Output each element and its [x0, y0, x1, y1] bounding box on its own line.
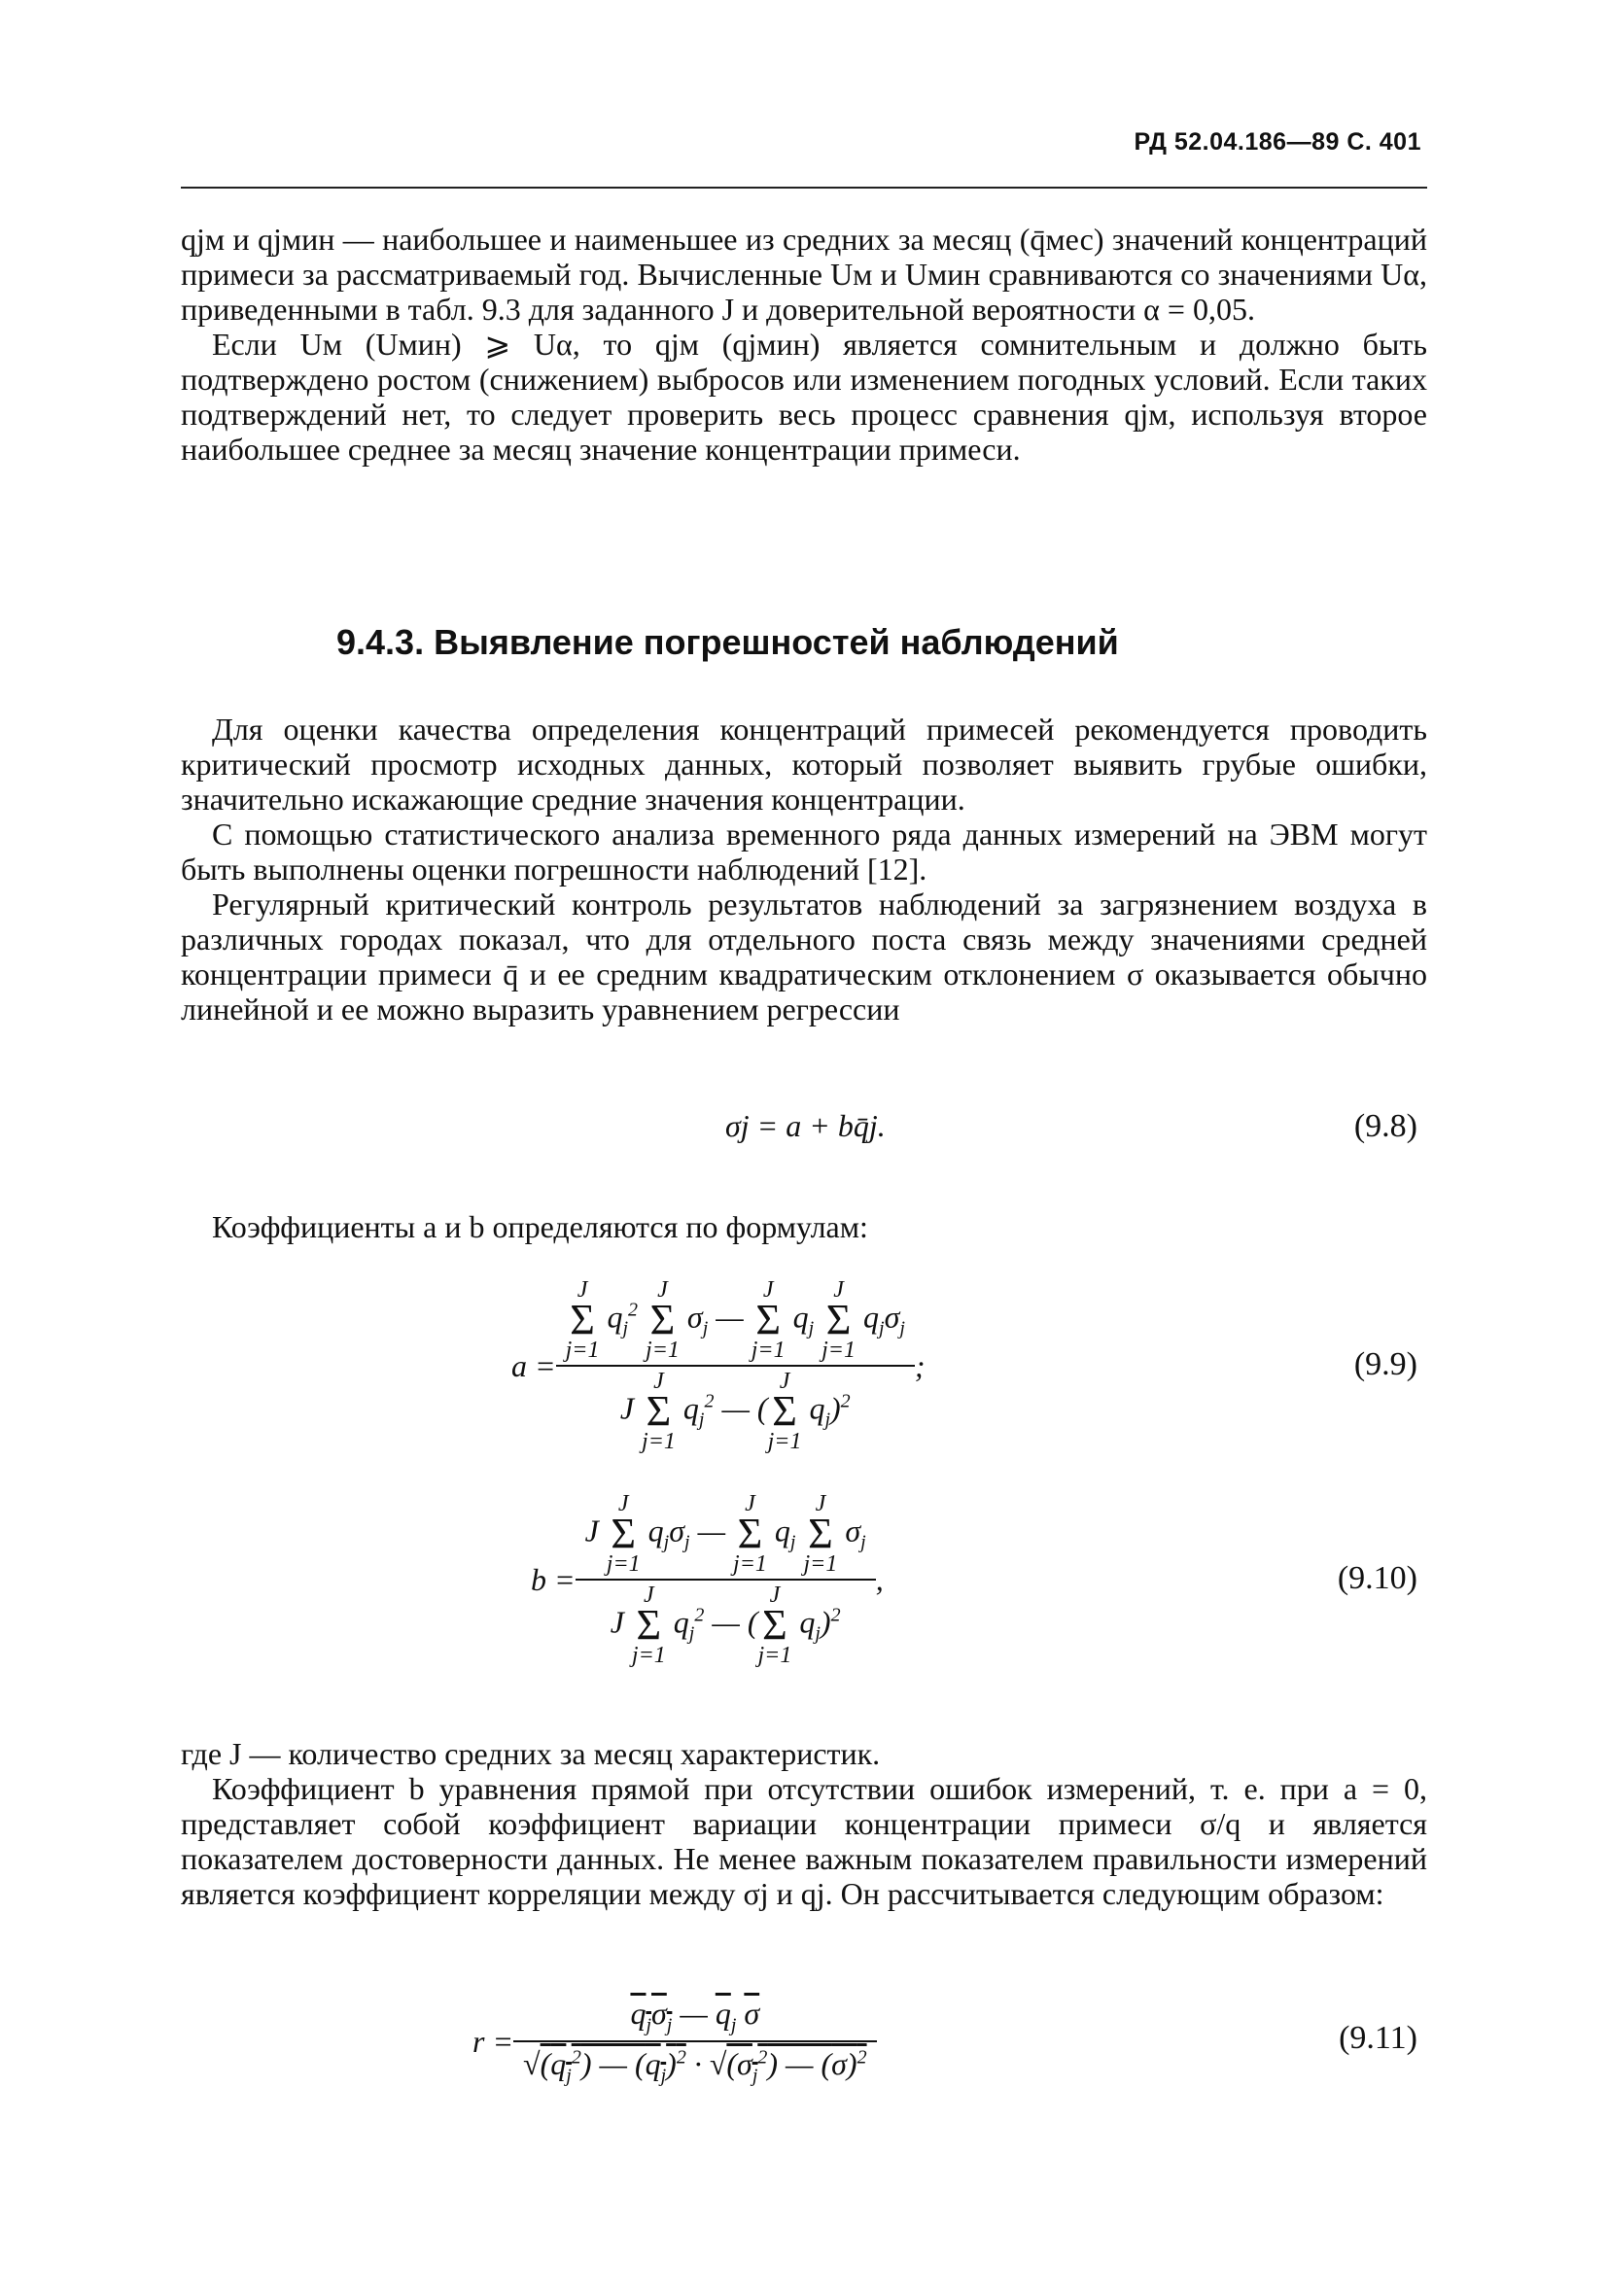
header-rule	[181, 187, 1427, 189]
equation-9-11-fraction: $\frac{q_j\sigma_j — \overline{q}_j \overline{\sigma}}{√(q_j^2) — (q_j)^2 \cdot √(\sigma_j^2) — (\sigma)^2}$	[513, 1992, 877, 2092]
equation-9-11-lhs: r =	[472, 2023, 514, 2059]
equation-9-8-text: σj = a + bq̄j.	[725, 1108, 886, 1143]
equation-9-9-number: (9.9)	[1353, 1346, 1417, 1382]
equation-9-8-number: (9.8)	[1353, 1108, 1417, 1144]
bottom-paragraphs	[181, 1736, 1427, 1911]
equation-9-10-tail: ,	[875, 1561, 884, 1597]
equation-9-11-number: (9.11)	[1339, 2020, 1417, 2056]
equation-9-9-fraction: J Σ j=1 $q_j^2$ J Σ j=1 $\sigma_j$ — J Σ j=1 $q_j$ J Σ j=1 $q_j\sigma_j$ J J Σ j=1 $q_j^2$ — ( J Σ j=1 $q_j)^2$	[556, 1275, 915, 1456]
equation-9-11	[181, 1973, 1427, 2109]
coefficient-intro-text: Коэффициенты a и b определяются по формулам:	[212, 1209, 868, 1244]
equation-9-9-lhs: a =	[511, 1347, 556, 1383]
paragraph-2: Если Uм (Uмин) ⩾ Uα, то qjм (qjмин) является сомнительным и должно быть подтверждено ростом (снижением) выбросов или изменением погодных условий. Если таких подтверждений нет, то следует проверить весь процесс сравнения qjм, используя второе наибольшее среднее за месяц значение концентрации примеси.	[181, 327, 1427, 467]
paragraph-1: qjм и qjмин — наибольшее и наименьшее из средних за месяц (q̄мес) значений концентраций примеси за рассматриваемый год. Вычисленные Uм и Uмин сравниваются со значениями Uα, приведенными в табл. 9.3 для заданного J и доверительной вероятности α = 0,05.	[181, 222, 1427, 327]
equation-9-10-number: (9.10)	[1337, 1560, 1417, 1596]
equation-9-10-lhs: b =	[531, 1561, 576, 1597]
equation-9-10-fraction: J J Σ j=1 $q_j\sigma_j$ — J Σ j=1 $q_j$ J Σ j=1 $\sigma_j$ J J Σ j=1 $q_j^2$ — ( J Σ j=1 $q_j)^2$	[576, 1489, 876, 1670]
paragraph-3: Для оценки качества определения концентраций примесей рекомендуется проводить критический просмотр исходных данных, который позволяет выявить грубые ошибки, значительно искажающие средние значения концентрации.	[181, 712, 1427, 817]
equation-9-9-tail: ;	[914, 1347, 926, 1383]
section-heading: 9.4.3. Выявление погрешностей наблюдений	[336, 622, 1119, 662]
equation-9-9	[181, 1277, 1427, 1454]
middle-paragraphs	[181, 712, 1427, 1026]
document-reference: РД 52.04.186—89 С. 401	[1134, 128, 1421, 156]
coefficient-intro	[181, 1209, 1427, 1244]
top-paragraphs	[181, 222, 1427, 467]
equation-9-10	[181, 1491, 1427, 1668]
equation-9-8	[181, 1108, 1427, 1147]
paragraph-5: Регулярный критический контроль результатов наблюдений за загрязнением воздуха в различных городах показал, что для отдельного поста связь между значениями средней концентрации примеси q̄ и ее средним квадратическим отклонением σ оказывается обычно линейной и ее можно выразить уравнением регрессии	[181, 887, 1427, 1026]
paragraph-7: Коэффициент b уравнения прямой при отсутствии ошибок измерений, т. е. при a = 0, представляет собой коэффициент вариации концентрации примеси σ/q и является показателем достоверности данных. Не менее важным показателем правильности измерений является коэффициент корреляции между σj и qj. Он рассчитывается следующим образом:	[181, 1771, 1427, 1911]
paragraph-6: где J — количество средних за месяц характеристик.	[181, 1736, 881, 1771]
paragraph-4: С помощью статистического анализа временного ряда данных измерений на ЭВМ могут быть выполнены оценки погрешности наблюдений [12].	[181, 817, 1427, 887]
